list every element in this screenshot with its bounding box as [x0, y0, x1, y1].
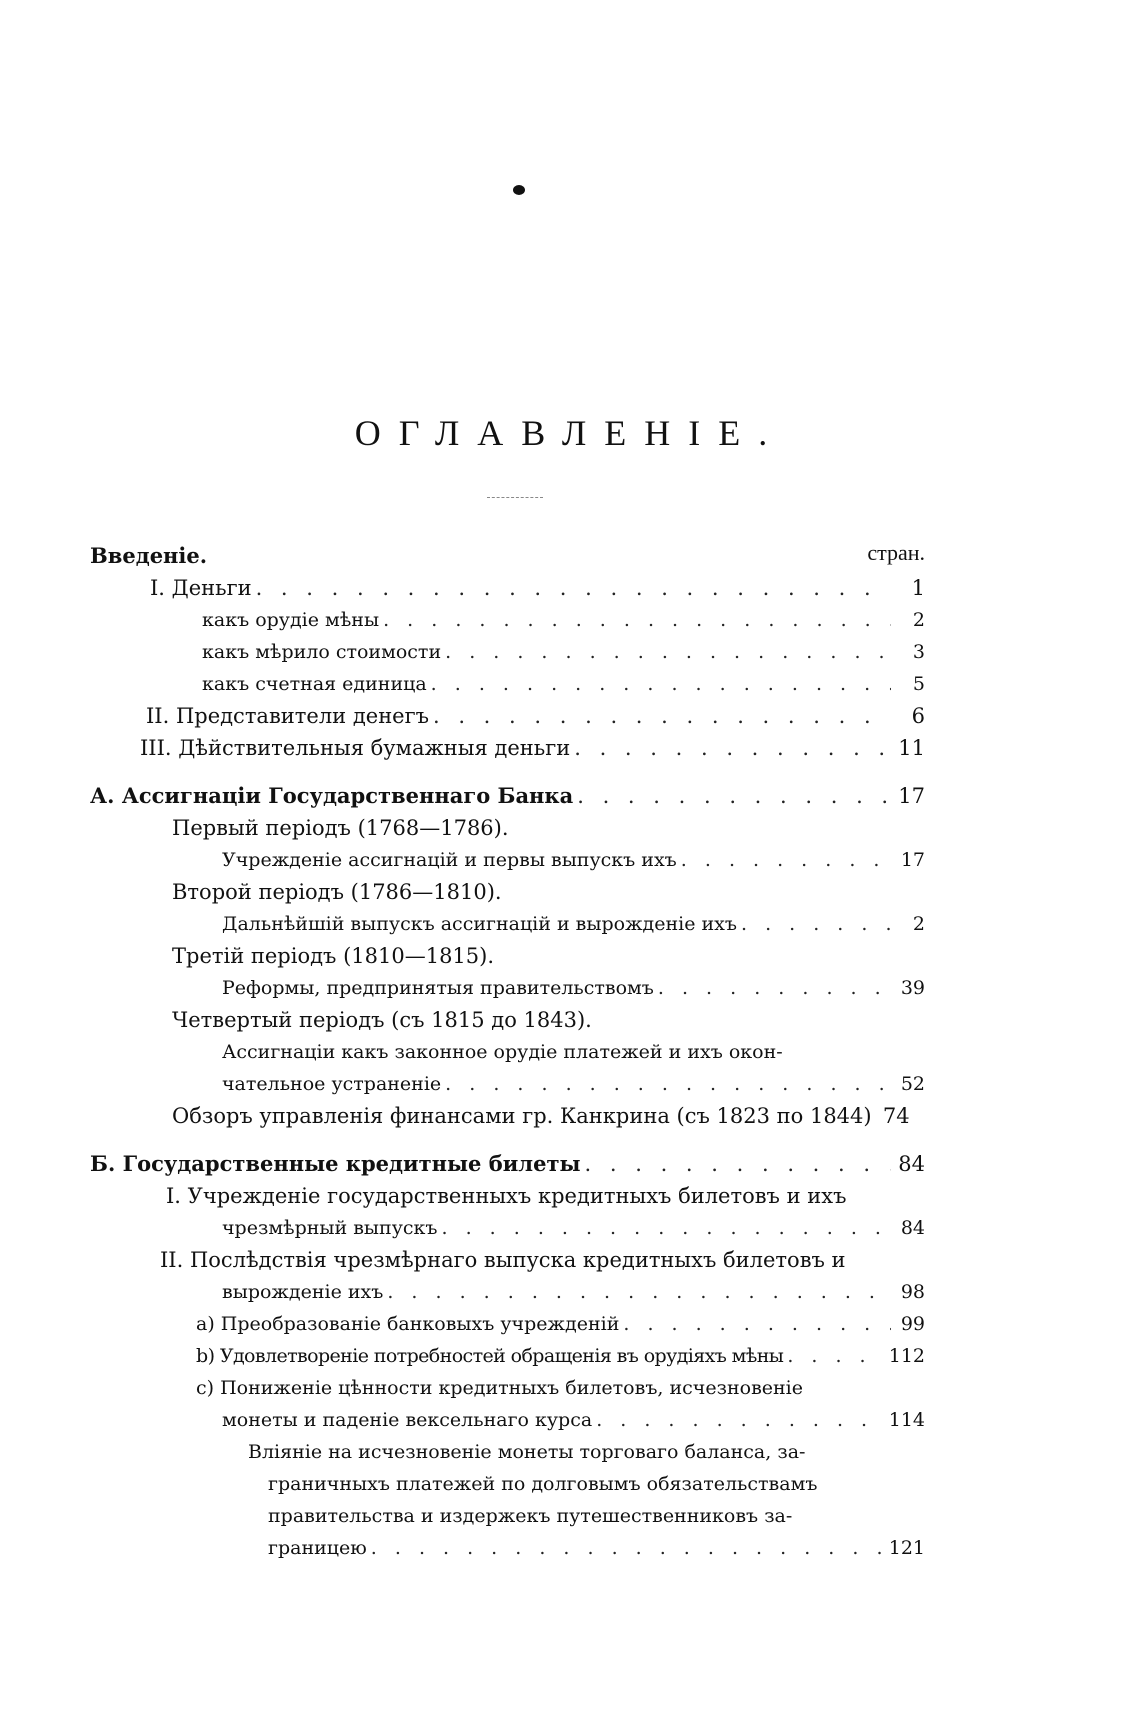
table-of-contents	[90, 540, 925, 1564]
toc-row[interactable]	[90, 572, 925, 604]
toc-entry-text: чательное устраненіе	[222, 1073, 442, 1095]
toc-row[interactable]	[90, 940, 925, 972]
toc-entry-text: чрезмѣрный выпускъ	[222, 1217, 438, 1239]
toc-page-number: 98	[900, 1281, 925, 1303]
toc-row[interactable]	[90, 876, 925, 908]
toc-row[interactable]	[90, 1180, 925, 1212]
leader-dots	[623, 1308, 891, 1340]
toc-row[interactable]	[90, 1036, 925, 1068]
leader-dots	[442, 1212, 892, 1244]
leader-dots	[574, 732, 891, 764]
toc-entry-text: А. Ассигнаціи Государственнаго Банка	[90, 783, 574, 808]
toc-page-number: 6	[911, 704, 925, 728]
toc-page-number: 99	[900, 1313, 925, 1335]
toc-entry-text: Б. Государственные кредитные билеты	[90, 1151, 581, 1176]
leader-dots	[445, 1068, 891, 1100]
leader-dots	[445, 636, 891, 668]
toc-row[interactable]	[90, 844, 925, 876]
toc-page-number: 112	[888, 1345, 925, 1367]
toc-entry-text: III. Дѣйствительныя бумажныя деньги	[140, 736, 571, 760]
leader-dots	[387, 1276, 891, 1308]
ink-blot	[513, 185, 525, 195]
leader-dots	[431, 668, 891, 700]
toc-entry-text: Учрежденіе ассигнацій и первы выпускъ ихъ	[222, 849, 677, 871]
toc-entry-text: c) Пониженіе цѣнности кредитныхъ билетовъ, исчезновеніе	[196, 1377, 803, 1399]
toc-row[interactable]	[90, 1372, 925, 1404]
toc-page-number: 2	[912, 609, 925, 631]
leader-dots	[256, 572, 891, 604]
toc-page-number: 3	[912, 641, 925, 663]
toc-row[interactable]	[90, 668, 925, 700]
toc-entry-text: II. Представители денегъ	[146, 704, 429, 728]
toc-row[interactable]	[90, 812, 925, 844]
toc-entry-text: b) Удовлетвореніе потребностей обращенія въ орудіяхъ мѣны	[196, 1345, 784, 1367]
toc-page-number: 11	[898, 736, 925, 760]
toc-row[interactable]	[90, 1212, 925, 1244]
toc-row[interactable]	[90, 1244, 925, 1276]
toc-row[interactable]	[90, 636, 925, 668]
toc-entry-text: Вліяніе на исчезновеніе монеты торговаго баланса, за-	[248, 1441, 806, 1463]
toc-row[interactable]	[90, 1100, 925, 1132]
page-title: ОГЛАВЛЕНІЕ.	[354, 413, 786, 453]
toc-entry-text: Второй періодъ (1786—1810).	[172, 880, 502, 904]
toc-entry-text: Дальнѣйшій выпускъ ассигнацій и вырожденіе ихъ	[222, 913, 737, 935]
toc-entry-text: Четвертый періодъ (съ 1815 до 1843).	[172, 1008, 592, 1032]
toc-entry-text: правительства и издержекъ путешественниковъ за-	[268, 1505, 793, 1527]
toc-entry-text: Введеніе.	[90, 543, 208, 568]
toc-page-number: 52	[900, 1073, 925, 1095]
toc-entry-text: II. Послѣдствія чрезмѣрнаго выпуска кредитныхъ билетовъ и	[160, 1248, 846, 1272]
toc-heading-introduction[interactable]	[90, 540, 925, 572]
leader-dots	[433, 700, 891, 732]
toc-page-number: 1	[911, 576, 925, 600]
toc-row[interactable]	[90, 1308, 925, 1340]
leader-dots	[681, 844, 891, 876]
toc-entry-text: Третій періодъ (1810—1815).	[172, 944, 495, 968]
toc-row[interactable]	[90, 1468, 925, 1500]
toc-page-number: 17	[900, 849, 925, 871]
leader-dots	[658, 972, 891, 1004]
toc-page-number: 39	[900, 977, 925, 999]
toc-row[interactable]	[90, 1340, 925, 1372]
toc-entry-text: какъ мѣрило стоимости	[202, 641, 442, 663]
toc-row[interactable]	[90, 972, 925, 1004]
toc-row[interactable]	[90, 908, 925, 940]
toc-entry-text: I. Деньги	[150, 576, 252, 600]
toc-row[interactable]	[90, 1068, 925, 1100]
leader-dots	[577, 780, 891, 812]
leader-dots	[585, 1148, 891, 1180]
toc-page-number: 121	[888, 1537, 925, 1559]
toc-page-number: 2	[912, 913, 925, 935]
toc-entry-text: какъ счетная единица	[202, 673, 427, 695]
toc-page-number: 17	[898, 784, 925, 808]
title-rule	[487, 497, 543, 498]
toc-row[interactable]	[90, 1436, 925, 1468]
toc-row[interactable]	[90, 732, 925, 764]
toc-page-number: 114	[888, 1409, 925, 1431]
toc-entry-text: I. Учрежденіе государственныхъ кредитныхъ билетовъ и ихъ	[166, 1184, 847, 1208]
toc-row[interactable]	[90, 604, 925, 636]
toc-row[interactable]	[90, 1004, 925, 1036]
toc-page-number: 84	[900, 1217, 925, 1239]
toc-entry-text: Обзоръ управленія финансами гр. Канкрина (съ 1823 по 1844)	[172, 1104, 872, 1128]
toc-entry-text: Ассигнаціи какъ законное орудіе платежей и ихъ окон-	[222, 1041, 783, 1063]
toc-row[interactable]	[90, 1500, 925, 1532]
toc-entry-text: граничныхъ платежей по долговымъ обязательствамъ	[268, 1473, 818, 1495]
toc-row[interactable]	[90, 700, 925, 732]
toc-page-number: 5	[912, 673, 925, 695]
toc-entry-text: Первый періодъ (1768—1786).	[172, 816, 509, 840]
toc-entry-text: границею	[268, 1537, 367, 1559]
toc-row[interactable]	[90, 1276, 925, 1308]
toc-entry-text: a) Преобразованіе банковыхъ учрежденій	[196, 1313, 620, 1335]
toc-section-a[interactable]	[90, 780, 925, 812]
leader-dots	[383, 604, 891, 636]
toc-page-number: 84	[898, 1152, 925, 1176]
leader-dots	[596, 1404, 885, 1436]
toc-row[interactable]	[90, 1532, 925, 1564]
leader-dots	[787, 1340, 884, 1372]
toc-entry-text: какъ орудіе мѣны	[202, 609, 380, 631]
toc-entry-text: Реформы, предпринятыя правительствомъ	[222, 977, 654, 999]
leader-dots	[371, 1532, 885, 1564]
toc-entry-text: монеты и паденіе вексельнаго курса	[222, 1409, 593, 1431]
leader-dots	[741, 908, 891, 940]
page-column-label: стран.	[867, 540, 925, 565]
toc-page-number: 74	[882, 1104, 910, 1128]
toc-row[interactable]	[90, 1404, 925, 1436]
toc-entry-text: вырожденіе ихъ	[222, 1281, 384, 1303]
toc-section-b[interactable]	[90, 1148, 925, 1180]
